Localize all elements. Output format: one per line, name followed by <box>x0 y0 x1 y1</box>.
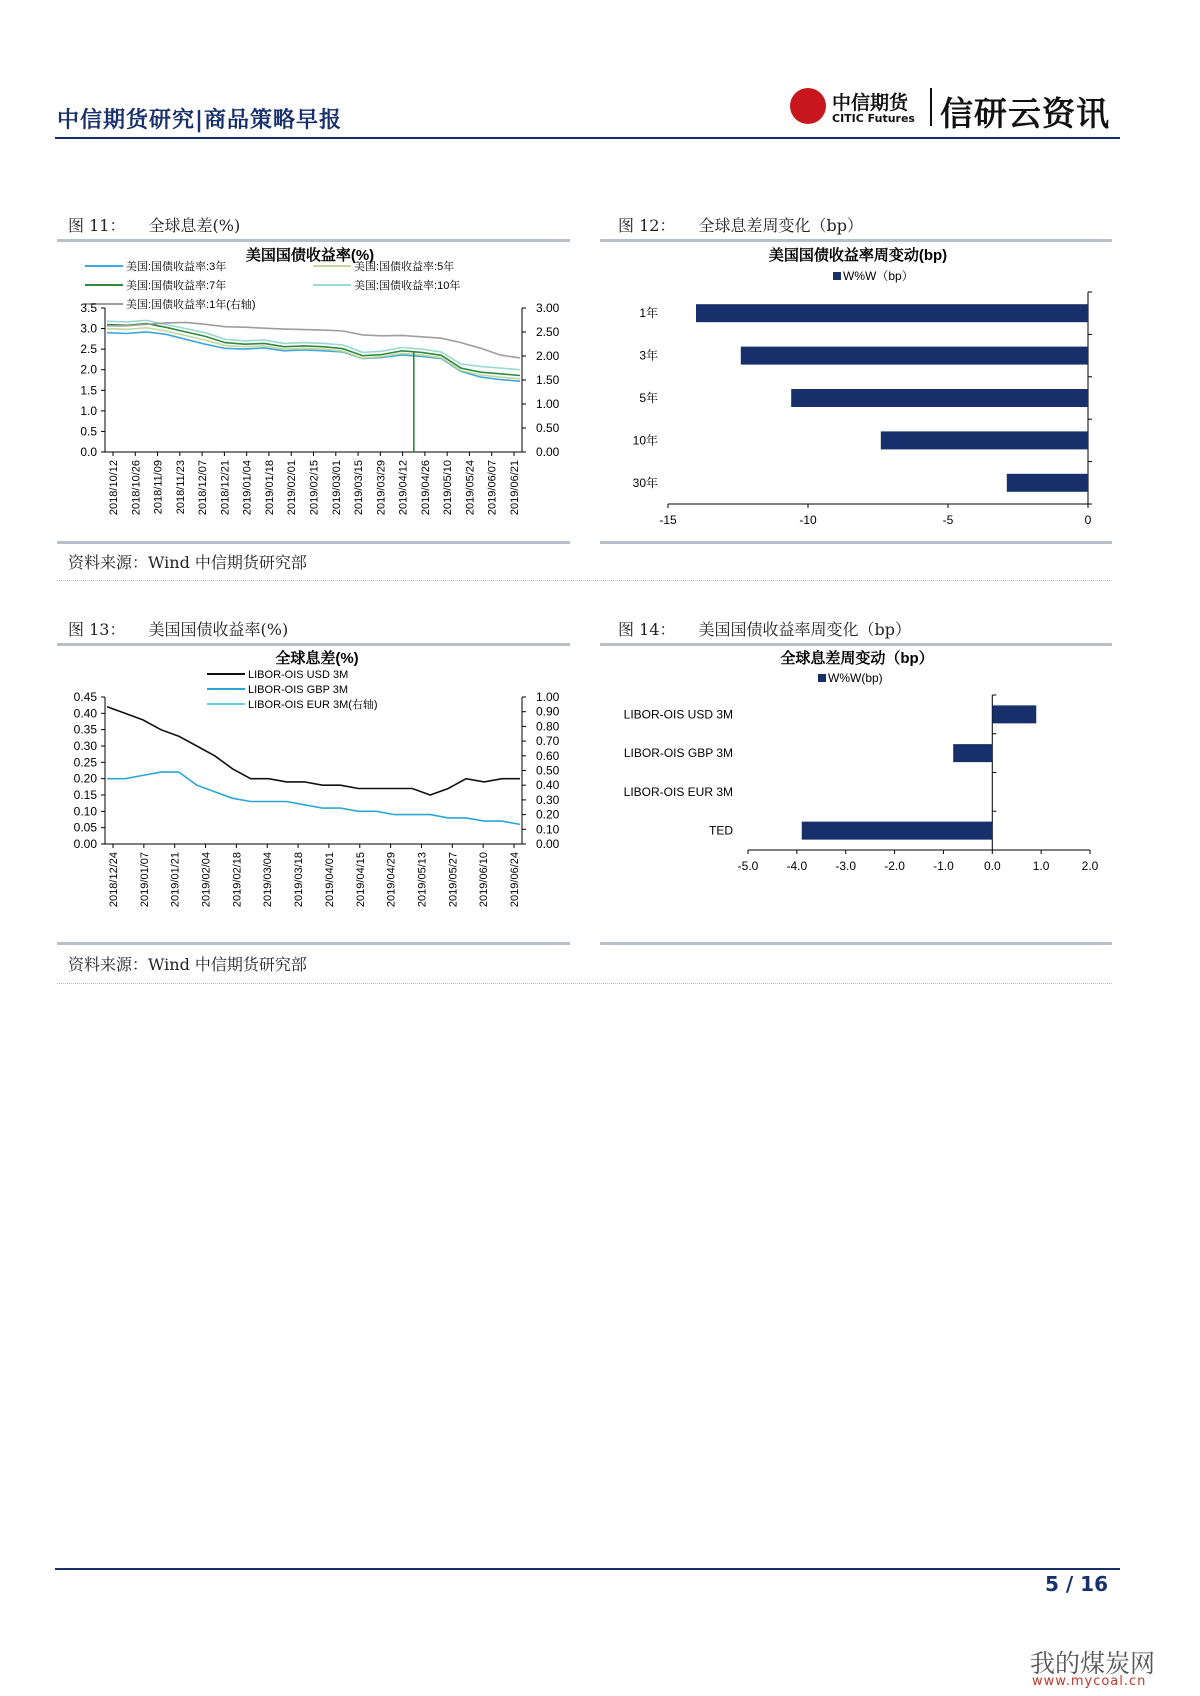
fig12-caption: 全球息差周变化（bp） <box>698 216 864 235</box>
chart3-y2tick-label: 0.50 <box>536 763 560 778</box>
chart3-legend <box>207 669 378 711</box>
chart1-xtick-label: 2019/05/24 <box>464 460 477 516</box>
chart4-xtick-label: 0.0 <box>983 859 1001 873</box>
chart3-ytick-label: 0.25 <box>73 755 97 770</box>
dotted-divider-2 <box>57 983 1112 984</box>
source-note-2: 资料来源：Wind 中信期货研究部 <box>68 955 307 974</box>
chart2-title: 美国国债收益率周变动(bp) <box>768 247 948 264</box>
chart1-xtick-label: 2018/10/26 <box>130 460 143 516</box>
chart3-y2tick-label: 1.00 <box>536 690 560 704</box>
row1-bottom-rule-right <box>600 541 1112 544</box>
fig13-title <box>68 617 288 640</box>
chart1-ytick-label: 2.5 <box>80 342 97 357</box>
chart2-legend: W%W（bp） <box>843 269 914 283</box>
chart2-category-label: 30年 <box>632 475 658 490</box>
chart1-xtick-label: 2019/04/12 <box>397 460 410 516</box>
chart1-xtick-label: 2019/03/29 <box>375 460 388 516</box>
chart3-ytick-label: 0.40 <box>73 706 97 721</box>
chart2-bar <box>696 304 1088 322</box>
chart3-ytick-label: 0.00 <box>73 837 97 851</box>
chart2-xtick-label: -15 <box>659 513 677 527</box>
chart3-y2tick-label: 0.90 <box>536 704 560 719</box>
chart4-category-label: LIBOR-OIS EUR 3M <box>623 784 733 799</box>
fig11-num: 图 11： <box>68 216 126 235</box>
chart1-y2tick-label: 3.00 <box>536 301 560 315</box>
chart1-ytick-label: 3.0 <box>80 321 97 336</box>
chart3-ytick-label: 0.20 <box>73 771 97 786</box>
chart1-ytick-label: 0.5 <box>80 424 97 439</box>
chart3-series-line <box>107 707 520 795</box>
chart1-ytick-label: 0.0 <box>80 445 97 459</box>
chart4-xtick-label: 1.0 <box>1032 859 1050 873</box>
chart2-bar <box>1007 474 1088 492</box>
chart1-series-line <box>107 332 520 381</box>
chart1-xtick-label: 2019/02/01 <box>286 460 299 516</box>
chart3-xtick-label: 2019/02/18 <box>231 852 244 908</box>
chart2-xtick-label: -10 <box>799 513 817 527</box>
chart4-category-label: TED <box>709 823 733 838</box>
fig13-num: 图 13： <box>68 620 126 639</box>
chart1-legend-label: 美国:国债收益率:5年 <box>354 261 455 273</box>
chart1-xtick-label: 2019/02/15 <box>308 460 321 516</box>
chart2-category-label: 5年 <box>639 391 658 405</box>
chart-4-spread-weekly-change <box>600 646 1112 942</box>
chart1-legend-label: 美国:国债收益率:7年 <box>126 280 227 292</box>
chart1-xtick-label: 2019/01/18 <box>263 460 276 516</box>
chart2-bars <box>633 292 1092 527</box>
chart1-xtick-label: 2018/10/12 <box>108 460 120 516</box>
chart1-title: 美国国债收益率(%) <box>245 247 375 264</box>
chart1-xtick-label: 2018/11/09 <box>152 460 165 515</box>
fig11-title <box>68 213 240 236</box>
chart3-xtick-label: 2019/04/15 <box>354 852 367 908</box>
chart1-xtick-label: 2019/03/01 <box>330 460 343 516</box>
chart1-legend-label: 美国:国债收益率:10年 <box>354 280 461 292</box>
chart3-legend-label: LIBOR-OIS USD 3M <box>248 669 349 681</box>
chart1-ytick-label: 1.0 <box>80 403 97 418</box>
chart1-legend <box>85 259 460 311</box>
chart3-y2tick-label: 0.60 <box>536 748 560 763</box>
chart1-xtick-label: 2018/12/07 <box>197 460 210 516</box>
chart4-legend: W%W(bp) <box>828 671 883 685</box>
chart1-y2tick-label: 2.00 <box>536 349 560 363</box>
chart2-bar <box>881 431 1088 449</box>
chart3-y2tick-label: 0.10 <box>536 822 560 837</box>
chart4-xtick-label: 2.0 <box>1081 859 1099 873</box>
chart1-xtick-label: 2019/01/04 <box>241 460 254 516</box>
page-number: 5 / 16 <box>1045 1572 1108 1596</box>
chart-1-treasury-yields <box>57 242 570 540</box>
chart2-category-label: 10年 <box>632 433 658 448</box>
chart4-legend-swatch <box>818 674 826 682</box>
chart3-ytick-label: 0.10 <box>73 804 97 819</box>
chart-2-treasury-weekly-change <box>600 242 1112 540</box>
chart1-ytick-label: 3.5 <box>80 301 97 315</box>
chart3-xtick-label: 2019/03/18 <box>293 852 306 908</box>
chart1-ytick-label: 2.0 <box>80 362 97 377</box>
chart3-ytick-label: 0.35 <box>73 722 97 737</box>
chart1-legend-label: 美国:国债收益率:3年 <box>126 261 227 273</box>
chart4-xtick-label: -5.0 <box>737 859 759 873</box>
fig12-num: 图 12： <box>618 216 676 235</box>
chart2-bar <box>791 389 1088 407</box>
chart4-bar <box>992 705 1036 723</box>
chart3-ytick-label: 0.05 <box>73 820 97 835</box>
watermark-url: www.mycoal.cn <box>1032 1674 1147 1689</box>
chart3-y2tick-label: 0.00 <box>536 837 560 851</box>
chart3-ytick-label: 0.30 <box>73 739 97 753</box>
chart3-title: 全球息差(%) <box>275 650 359 667</box>
chart1-y2tick-label: 1.00 <box>536 397 560 411</box>
chart1-xtick-label: 2019/06/07 <box>486 460 499 516</box>
chart4-xtick-label: -4.0 <box>786 859 808 873</box>
chart3-y2tick-label: 0.30 <box>536 792 560 807</box>
chart1-y2tick-label: 2.50 <box>536 325 560 339</box>
fig13-caption: 美国国债收益率(%) <box>148 620 289 639</box>
chart2-category-label: 1年 <box>639 306 658 321</box>
chart2-category-label: 3年 <box>639 348 658 363</box>
chart2-legend-swatch <box>833 272 841 280</box>
chart3-legend-label: LIBOR-OIS EUR 3M(右轴) <box>248 699 378 711</box>
fig14-num: 图 14： <box>618 620 676 639</box>
chart3-xtick-label: 2019/06/24 <box>509 852 521 908</box>
logo-divider <box>930 88 932 126</box>
fig12-title <box>618 213 863 236</box>
chart3-xtick-label: 2019/04/01 <box>323 852 336 908</box>
footer-rule <box>55 1568 1120 1570</box>
chart2-xtick-label: 0 <box>1084 513 1092 527</box>
report-title: 中信期货研究|商品策略早报 <box>57 108 343 133</box>
chart1-y2tick-label: 0.50 <box>536 421 560 435</box>
chart3-ytick-label: 0.15 <box>73 788 97 802</box>
chart4-bar <box>953 744 992 762</box>
chart3-y2tick-label: 0.40 <box>536 778 560 793</box>
chart4-xtick-label: -1.0 <box>933 859 954 873</box>
logo-cn: 中信期货 <box>832 92 909 114</box>
citic-logo-icon <box>790 88 826 124</box>
row2-bottom-rule-left <box>57 942 570 945</box>
chart3-xtick-label: 2019/05/27 <box>447 852 460 908</box>
fig11-caption: 全球息差(%) <box>148 216 241 235</box>
chart1-xtick-label: 2019/06/21 <box>509 460 521 516</box>
row2-bottom-rule-right <box>600 942 1112 945</box>
chart1-series <box>107 320 520 452</box>
source-note-1: 资料来源：Wind 中信期货研究部 <box>68 553 307 572</box>
chart3-xtick-label: 2019/05/13 <box>416 852 429 908</box>
logo-en: CITIC Futures <box>832 112 915 125</box>
header-rule <box>55 137 1120 139</box>
chart3-xtick-label: 2019/04/29 <box>385 852 398 908</box>
chart1-xtick-label: 2018/12/21 <box>219 460 232 516</box>
chart1-xtick-label: 2019/05/10 <box>442 460 455 516</box>
chart4-category-label: LIBOR-OIS GBP 3M <box>623 746 733 761</box>
fig14-caption: 美国国债收益率周变化（bp） <box>698 620 912 639</box>
chart3-y2tick-label: 0.80 <box>536 719 560 734</box>
chart4-bar <box>802 822 993 840</box>
chart2-xtick-label: -5 <box>942 513 954 527</box>
chart3-y2tick-label: 0.70 <box>536 734 560 749</box>
chart3-legend-label: LIBOR-OIS GBP 3M <box>248 684 349 696</box>
chart1-ytick-label: 1.5 <box>80 383 97 398</box>
chart3-y2tick-label: 0.20 <box>536 807 560 822</box>
chart1-y2tick-label: 0.00 <box>536 445 560 459</box>
row1-bottom-rule-left <box>57 541 570 544</box>
watermark: 我的煤炭网 <box>1030 1649 1156 1678</box>
chart4-xtick-label: -3.0 <box>835 859 857 873</box>
fig14-title <box>618 617 911 640</box>
chart3-xtick-label: 2019/01/07 <box>138 852 151 908</box>
chart4-category-label: LIBOR-OIS USD 3M <box>623 707 733 722</box>
chart1-xtick-label: 2019/03/15 <box>353 460 366 516</box>
chart3-xtick-label: 2019/03/04 <box>262 852 275 908</box>
brand-name: 信研云资讯 <box>940 94 1110 133</box>
chart3-xtick-label: 2018/12/24 <box>108 852 120 908</box>
chart4-xtick-label: -2.0 <box>884 859 905 873</box>
chart-3-global-spreads <box>57 646 570 942</box>
chart1-y2tick-label: 1.50 <box>536 373 560 387</box>
chart1-legend-label: 美国:国债收益率:1年(右轴) <box>126 299 256 311</box>
chart1-xtick-label: 2019/04/26 <box>419 460 432 516</box>
chart3-series <box>107 707 520 825</box>
chart3-series-line <box>107 772 520 824</box>
chart3-xtick-label: 2019/02/04 <box>200 852 213 908</box>
chart3-ytick-label: 0.45 <box>73 690 97 704</box>
chart3-xtick-label: 2019/06/10 <box>478 852 491 908</box>
chart3-xtick-label: 2019/01/21 <box>169 852 182 908</box>
chart4-title: 全球息差周变动（bp） <box>780 650 934 667</box>
chart4-bars <box>624 695 1099 873</box>
chart2-bar <box>741 347 1088 365</box>
chart1-xtick-label: 2018/11/23 <box>174 460 187 515</box>
dotted-divider-1 <box>57 580 1112 581</box>
